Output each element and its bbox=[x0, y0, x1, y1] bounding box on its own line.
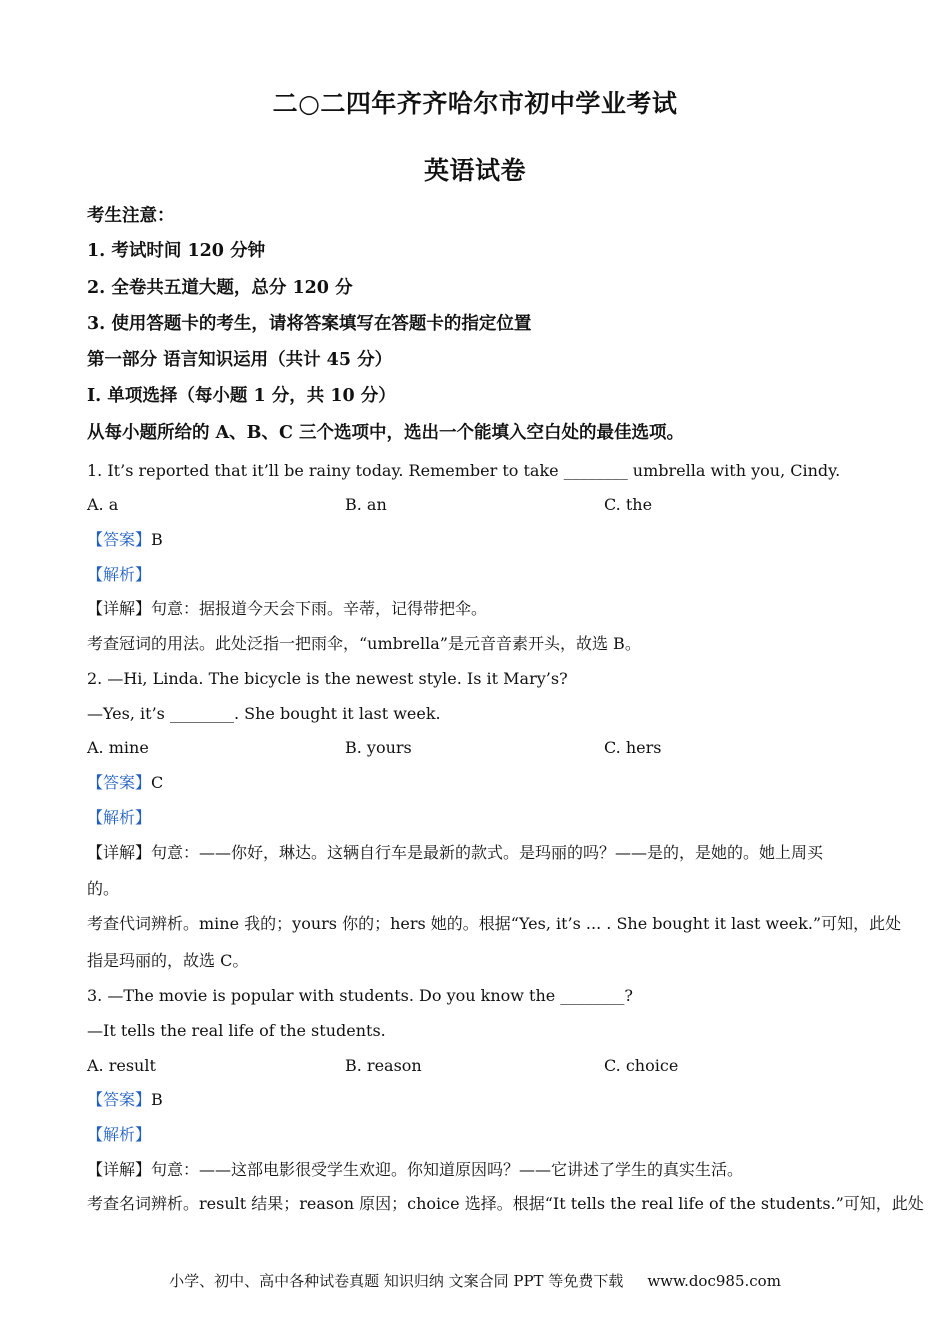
detail-text: 句意：据报道今天会下雨。辛蒂，记得带把伞。 bbox=[151, 599, 488, 618]
exam-subtitle: 英语试卷 bbox=[423, 156, 526, 185]
footer-link[interactable]: www.doc985.com bbox=[647, 1272, 781, 1290]
answer-label: 【答案】 bbox=[87, 530, 152, 549]
detail-line bbox=[87, 1160, 867, 1180]
option-a: A. mine bbox=[87, 738, 149, 757]
detail-text: 句意：——你好，琳达。这辆自行车是最新的款式。是玛丽的吗？——是的，是她的。她上周买 bbox=[151, 843, 824, 862]
detail-label: 【详解】 bbox=[87, 1160, 152, 1179]
option-a: A. result bbox=[87, 1056, 156, 1075]
notice-item: 2. 全卷共五道大题，总分 120 分 bbox=[87, 278, 353, 298]
exam-title: 二○二四年齐齐哈尔市初中学业考试 bbox=[272, 89, 678, 118]
notice-heading: 考生注意： bbox=[87, 206, 175, 226]
answer-value: B bbox=[151, 1090, 163, 1109]
explain-text: 考查名词辨析。result 结果；reason 原因；choice 选择。根据“It tells the real life of the students.”可知，此处 bbox=[87, 1194, 924, 1213]
section-instruction: 从每小题所给的 A、B、C 三个选项中，选出一个能填入空白处的最佳选项。 bbox=[87, 423, 684, 443]
analysis-label: 【解析】 bbox=[87, 1125, 152, 1144]
answer-line bbox=[87, 1090, 867, 1110]
explain-text: 考查冠词的用法。此处泛指一把雨伞，“umbrella”是元音音素开头，故选 B。 bbox=[87, 634, 641, 653]
answer-line bbox=[87, 530, 867, 550]
option-c: C. choice bbox=[604, 1056, 679, 1075]
option-a: A. a bbox=[87, 495, 119, 514]
detail-label: 【详解】 bbox=[87, 599, 152, 618]
detail-label: 【详解】 bbox=[87, 843, 152, 862]
answer-line bbox=[87, 773, 867, 793]
detail-text: 的。 bbox=[87, 879, 120, 898]
question-stem: 3. —The movie is popular with students. Do you know the ________? bbox=[87, 986, 633, 1005]
option-b: B. reason bbox=[345, 1056, 422, 1075]
option-c: C. the bbox=[604, 495, 653, 514]
question-stem: 2. —Hi, Linda. The bicycle is the newest style. Is it Mary’s? bbox=[87, 669, 568, 688]
part-heading: 第一部分 语言知识运用（共计 45 分） bbox=[87, 350, 393, 370]
analysis-label: 【解析】 bbox=[87, 565, 152, 584]
answer-label: 【答案】 bbox=[87, 1090, 152, 1109]
option-c: C. hers bbox=[604, 738, 662, 757]
detail-line bbox=[87, 843, 867, 863]
notice-item: 3. 使用答题卡的考生，请将答案填写在答题卡的指定位置 bbox=[87, 314, 532, 334]
detail-text: 句意：——这部电影很受学生欢迎。你知道原因吗？——它讲述了学生的真实生活。 bbox=[151, 1160, 744, 1179]
question-stem: 1. It’s reported that it’ll be rainy today. Remember to take ________ umbrella with you, Cindy. bbox=[87, 461, 841, 480]
option-b: B. an bbox=[345, 495, 387, 514]
explain-text: 考查代词辨析。mine 我的；yours 你的；hers 她的。根据“Yes, it’s ... . She bought it last week.”可知，此处 bbox=[87, 914, 902, 933]
page-footer bbox=[0, 1270, 950, 1291]
answer-value: B bbox=[151, 530, 163, 549]
section-heading: I. 单项选择（每小题 1 分，共 10 分） bbox=[87, 386, 396, 406]
question-stem: —It tells the real life of the students. bbox=[87, 1021, 386, 1040]
option-b: B. yours bbox=[345, 738, 412, 757]
explain-text: 指是玛丽的，故选 C。 bbox=[87, 951, 249, 970]
answer-value: C bbox=[151, 773, 164, 792]
answer-label: 【答案】 bbox=[87, 773, 152, 792]
detail-line bbox=[87, 599, 867, 619]
question-stem: —Yes, it’s ________. She bought it last week. bbox=[87, 704, 441, 723]
notice-item: 1. 考试时间 120 分钟 bbox=[87, 241, 266, 261]
footer-text: 小学、初中、高中各种试卷真题 知识归纳 文案合同 PPT 等免费下载 bbox=[169, 1272, 624, 1290]
analysis-label: 【解析】 bbox=[87, 808, 152, 827]
